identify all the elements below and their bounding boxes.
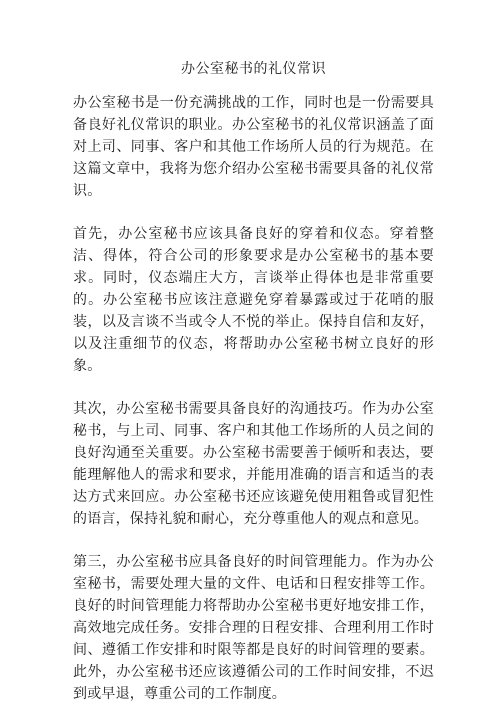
paragraph-communication: 其次，办公室秘书需要具备良好的沟通技巧。作为办公室秘书，与上司、同事、客户和其他工作场所的人员之间的良好沟通至关重要。办公室秘书需要善于倾听和表达，要能理解他人的需求和要求，并能用准确的语言和适当的表达方式来回应。办公室秘书还应该避免使用粗鲁或冒犯性的语言，保持礼貌和耐心，充分尊重他人的观点和意见。 [73, 401, 434, 527]
document-title: 办公室秘书的礼仪常识 [181, 61, 326, 77]
paragraph-time-management: 第三，办公室秘书应具备良好的时间管理能力。作为办公室秘书，需要处理大量的文件、电话和日程安排等工作。良好的时间管理能力将帮助办公室秘书更好地安排工作，高效地完成任务。安排合理的日程安排、合理利用工作时间、遵循工作安排和时限等都是良好的时间管理的要素。此外，办公室秘书还应该遵循公司的工作时间安排，不迟到或早退，尊重公司的工作制度。 [73, 554, 434, 702]
paragraph-intro: 办公室秘书是一份充满挑战的工作，同时也是一份需要具备良好礼仪常识的职业。办公室秘书的礼仪常识涵盖了面对上司、同事、客户和其他工作场所人员的行为规范。在这篇文章中，我将为您介绍办公室秘书需要具备的礼仪常识。 [73, 95, 434, 199]
paragraph-attire: 首先，办公室秘书应该具备良好的穿着和仪态。穿着整洁、得体，符合公司的形象要求是办公室秘书的基本要求。同时，仪态端庄大方，言谈举止得体也是非常重要的。办公室秘书应该注意避免穿着暴露或过于花哨的服装，以及言谈不当或令人不悦的举止。保持自信和友好，以及注重细节的仪态，将帮助办公室秘书树立良好的形象。 [73, 226, 434, 374]
